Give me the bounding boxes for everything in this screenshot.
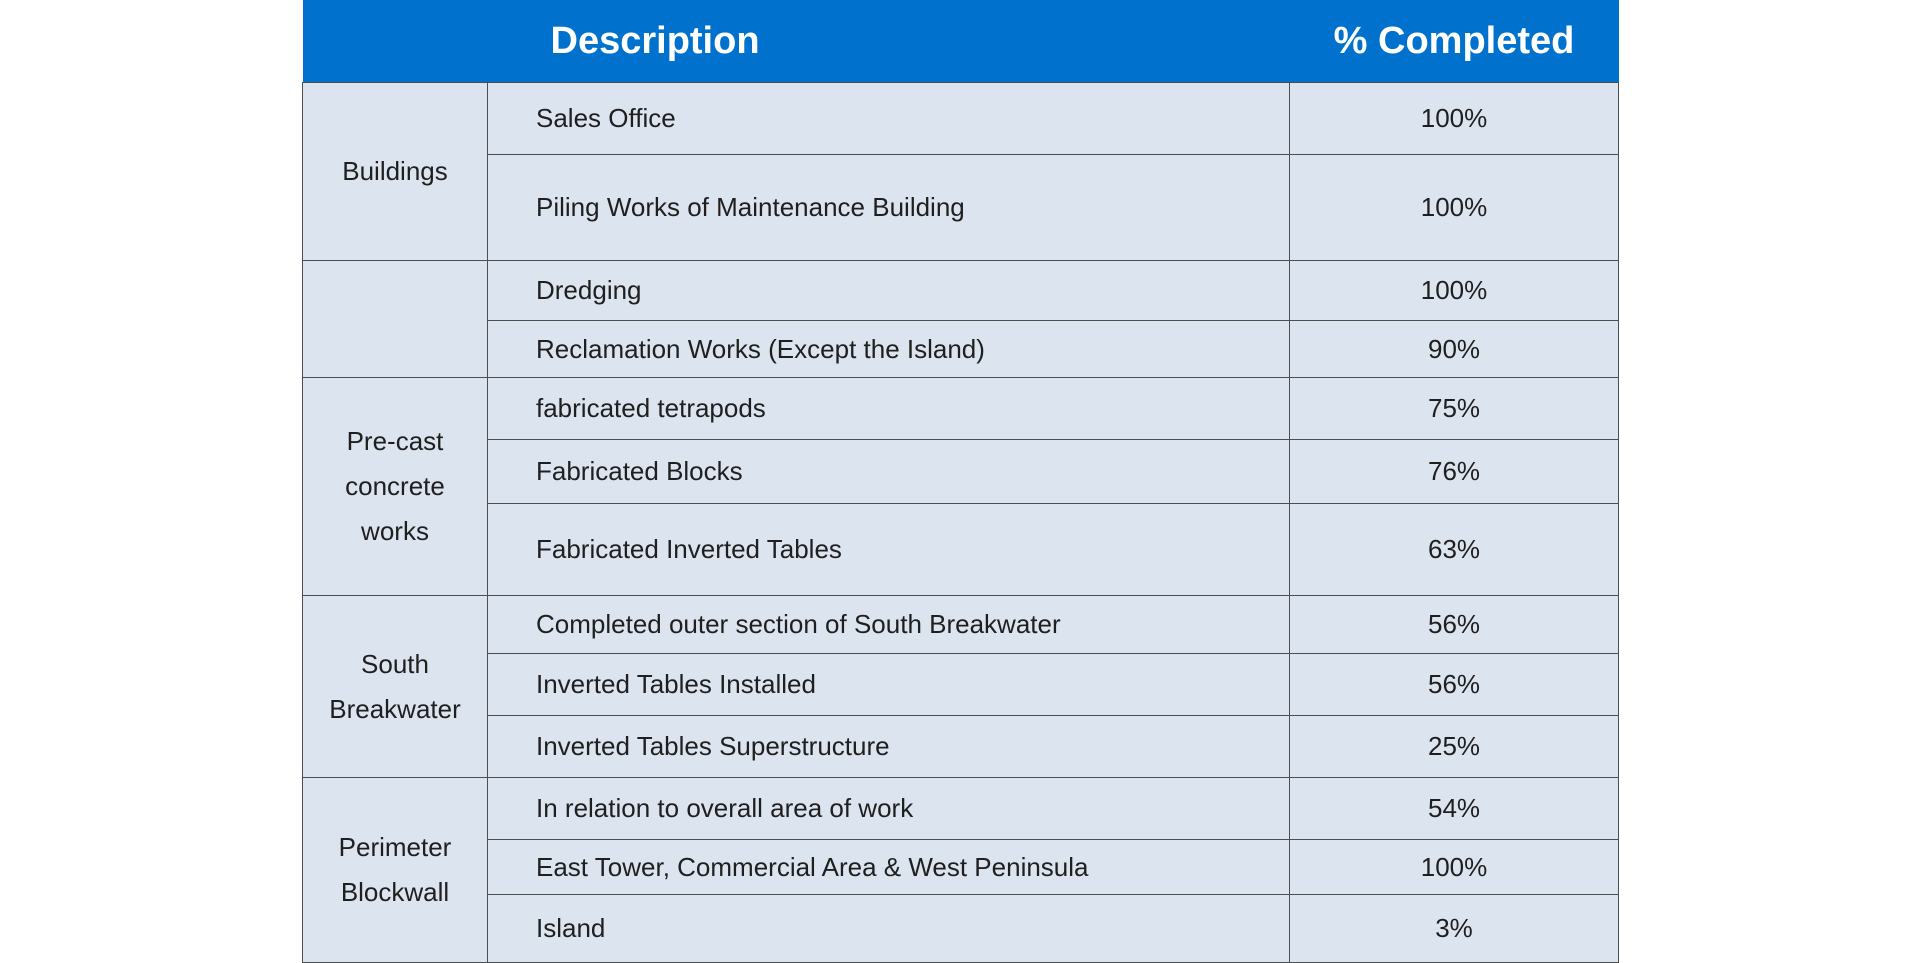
item-description: Piling Works of Maintenance Building xyxy=(488,155,1290,261)
category-label: South xyxy=(361,648,429,679)
item-description: Completed outer section of South Breakwater xyxy=(488,596,1290,654)
category-label: concrete xyxy=(345,471,445,501)
table-row xyxy=(303,504,1619,596)
table-row xyxy=(303,155,1619,261)
item-description: Inverted Tables Installed xyxy=(488,654,1290,716)
table-row xyxy=(303,261,1619,321)
table-row xyxy=(303,895,1619,963)
item-description: Fabricated Blocks xyxy=(488,440,1290,504)
percent-completed: 3% xyxy=(1290,895,1619,963)
table-row xyxy=(303,440,1619,504)
percent-completed: 100% xyxy=(1290,840,1619,895)
item-description: Inverted Tables Superstructure xyxy=(488,716,1290,778)
table-row xyxy=(303,378,1619,440)
category-label: Perimeter xyxy=(338,832,452,862)
category-cell xyxy=(303,378,488,596)
table-row xyxy=(303,716,1619,778)
percent-completed: 63% xyxy=(1290,504,1619,596)
table-row xyxy=(303,778,1619,840)
percent-completed: 54% xyxy=(1290,778,1619,840)
item-description: In relation to overall area of work xyxy=(488,778,1290,840)
header-description: Description xyxy=(303,0,1290,83)
category-cell xyxy=(303,261,488,378)
percent-completed: 76% xyxy=(1290,440,1619,504)
percent-completed: 90% xyxy=(1290,321,1619,378)
table-row xyxy=(303,321,1619,378)
percent-completed: 100% xyxy=(1290,155,1619,261)
item-description: Fabricated Inverted Tables xyxy=(488,504,1290,596)
table-body xyxy=(303,83,1619,963)
percent-completed: 56% xyxy=(1290,654,1619,716)
category-label: Blockwall xyxy=(340,877,450,907)
table-row xyxy=(303,596,1619,654)
percent-completed: 56% xyxy=(1290,596,1619,654)
item-description: fabricated tetrapods xyxy=(488,378,1290,440)
category-label: works xyxy=(361,516,429,546)
header-row xyxy=(303,0,1619,83)
category-label: Buildings xyxy=(342,156,448,186)
category-label: Breakwater xyxy=(329,693,461,724)
percent-completed: 100% xyxy=(1290,261,1619,321)
item-description: Reclamation Works (Except the Island) xyxy=(488,321,1290,378)
category-label: Pre-cast xyxy=(346,426,444,456)
table-row xyxy=(303,654,1619,716)
percent-completed: 75% xyxy=(1290,378,1619,440)
table-row xyxy=(303,840,1619,895)
item-description: Island xyxy=(488,895,1290,963)
item-description: Sales Office xyxy=(488,83,1290,155)
item-description: Dredging xyxy=(488,261,1290,321)
percent-completed: 25% xyxy=(1290,716,1619,778)
table-row xyxy=(303,83,1619,155)
category-cell xyxy=(303,596,488,778)
progress-table xyxy=(302,0,1619,963)
item-description: East Tower, Commercial Area & West Peninsula xyxy=(488,840,1290,895)
percent-completed: 100% xyxy=(1290,83,1619,155)
header-completed: % Completed xyxy=(1290,0,1619,83)
category-cell xyxy=(303,83,488,261)
category-cell xyxy=(303,778,488,963)
progress-table-container xyxy=(302,0,1618,960)
